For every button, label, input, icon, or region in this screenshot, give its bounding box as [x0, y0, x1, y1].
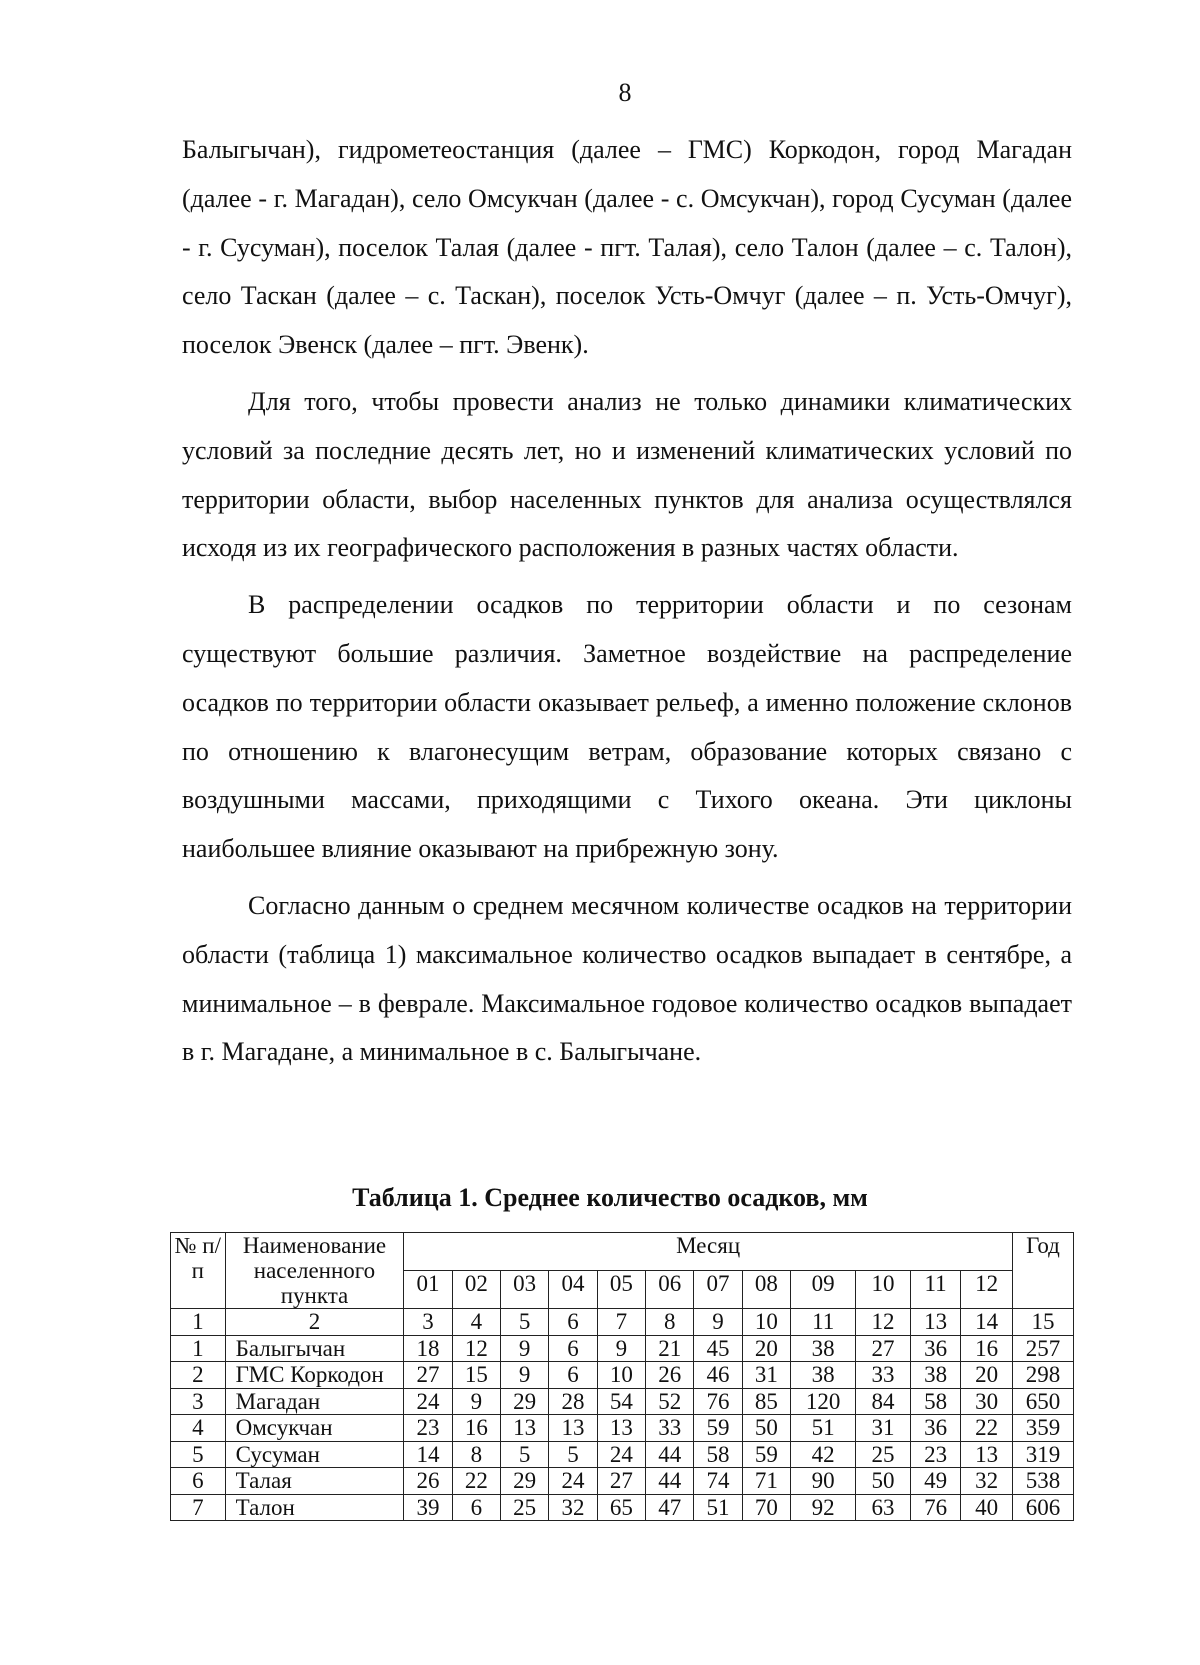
precipitation-value-cell: 92 [791, 1494, 856, 1521]
precipitation-value-cell: 84 [856, 1388, 911, 1415]
precipitation-value-cell: 9 [597, 1335, 645, 1362]
precipitation-value-cell: 14 [404, 1441, 452, 1468]
annual-total-cell: 650 [1012, 1388, 1073, 1415]
header-month-09: 09 [791, 1271, 856, 1309]
precipitation-value-cell: 70 [742, 1494, 790, 1521]
precipitation-value-cell: 6 [549, 1335, 597, 1362]
precipitation-value-cell: 85 [742, 1388, 790, 1415]
precipitation-value-cell: 44 [646, 1441, 694, 1468]
precipitation-value-cell: 25 [501, 1494, 549, 1521]
annual-total-cell: 538 [1012, 1468, 1073, 1495]
precipitation-value-cell: 38 [791, 1362, 856, 1389]
precipitation-value-cell: 51 [694, 1494, 742, 1521]
header-num: № п/п [171, 1233, 226, 1309]
table-row [171, 1494, 1074, 1521]
table-row [171, 1441, 1074, 1468]
precipitation-value-cell: 27 [597, 1468, 645, 1495]
precipitation-value-cell: 22 [452, 1468, 500, 1495]
header-month-03: 03 [501, 1271, 549, 1309]
column-number-cell: 12 [856, 1309, 911, 1336]
annual-total-cell: 606 [1012, 1494, 1073, 1521]
column-number-cell: 11 [791, 1309, 856, 1336]
precipitation-value-cell: 50 [856, 1468, 911, 1495]
header-month: Месяц [404, 1233, 1013, 1271]
annual-total-cell: 359 [1012, 1415, 1073, 1442]
precipitation-value-cell: 5 [501, 1441, 549, 1468]
table-row [171, 1388, 1074, 1415]
column-number-cell: 6 [549, 1309, 597, 1336]
paragraph-table-summary: Согласно данным о среднем месячном количестве осадков на территории области (таблица 1) максимальное количество осадков выпадает в сентябре, а минимальное – в феврале. Максимальное годовое количество осадков выпадает в г. Магадане, а минимальное в с. Балыгычане. [182, 890, 1072, 1067]
row-number-cell: 6 [171, 1468, 226, 1495]
column-number-cell: 1 [171, 1309, 226, 1336]
precipitation-value-cell: 76 [694, 1388, 742, 1415]
header-month-01: 01 [404, 1271, 452, 1309]
header-settlement-name: Наименование населенного пункта [225, 1233, 404, 1309]
precipitation-value-cell: 44 [646, 1468, 694, 1495]
settlement-name-cell: Омсукчан [225, 1415, 404, 1442]
header-month-02: 02 [452, 1271, 500, 1309]
column-number-cell: 14 [961, 1309, 1013, 1336]
table-row [171, 1468, 1074, 1495]
precipitation-value-cell: 6 [452, 1494, 500, 1521]
precipitation-value-cell: 21 [646, 1335, 694, 1362]
table-header-row [171, 1233, 1074, 1271]
column-number-cell: 13 [910, 1309, 960, 1336]
row-number-cell: 1 [171, 1335, 226, 1362]
precipitation-value-cell: 23 [910, 1441, 960, 1468]
body-text [182, 126, 1072, 1077]
column-number-cell: 9 [694, 1309, 742, 1336]
precipitation-value-cell: 58 [694, 1441, 742, 1468]
precipitation-value-cell: 20 [742, 1335, 790, 1362]
precipitation-value-cell: 71 [742, 1468, 790, 1495]
header-month-05: 05 [597, 1271, 645, 1309]
column-number-cell: 10 [742, 1309, 790, 1336]
header-month-04: 04 [549, 1271, 597, 1309]
precipitation-value-cell: 13 [501, 1415, 549, 1442]
precipitation-value-cell: 24 [404, 1388, 452, 1415]
precipitation-value-cell: 76 [910, 1494, 960, 1521]
precipitation-value-cell: 120 [791, 1388, 856, 1415]
settlement-name-cell: Сусуман [225, 1441, 404, 1468]
precipitation-value-cell: 25 [856, 1441, 911, 1468]
settlement-name-cell: ГМС Коркодон [225, 1362, 404, 1389]
precipitation-value-cell: 90 [791, 1468, 856, 1495]
column-number-cell: 5 [501, 1309, 549, 1336]
precipitation-value-cell: 24 [549, 1468, 597, 1495]
precipitation-value-cell: 18 [404, 1335, 452, 1362]
precipitation-value-cell: 8 [452, 1441, 500, 1468]
precipitation-value-cell: 28 [549, 1388, 597, 1415]
precipitation-value-cell: 31 [856, 1415, 911, 1442]
header-month-07: 07 [694, 1271, 742, 1309]
table-column-number-row [171, 1309, 1074, 1336]
precipitation-value-cell: 74 [694, 1468, 742, 1495]
precipitation-value-cell: 59 [694, 1415, 742, 1442]
precipitation-value-cell: 29 [501, 1468, 549, 1495]
settlement-name-cell: Магадан [225, 1388, 404, 1415]
header-month-10: 10 [856, 1271, 911, 1309]
precipitation-value-cell: 23 [404, 1415, 452, 1442]
precipitation-value-cell: 49 [910, 1468, 960, 1495]
table-body [171, 1309, 1074, 1521]
precipitation-value-cell: 13 [961, 1441, 1013, 1468]
precipitation-value-cell: 9 [501, 1362, 549, 1389]
precipitation-value-cell: 31 [742, 1362, 790, 1389]
precipitation-value-cell: 38 [910, 1362, 960, 1389]
settlement-name-cell: Балыгычан [225, 1335, 404, 1362]
precipitation-value-cell: 12 [452, 1335, 500, 1362]
precipitation-value-cell: 9 [452, 1388, 500, 1415]
paragraph-selection-rationale: Для того, чтобы провести анализ не только динамики климатических условий за последние десять лет, но и изменений климатических условий по территории области, выбор населенных пунктов для анализа осуществлялся исходя из их географического расположения в разных частях области. [182, 386, 1072, 563]
row-number-cell: 2 [171, 1362, 226, 1389]
paragraph-precipitation-distribution: В распределении осадков по территории области и по сезонам существуют большие различия. Заметное воздействие на распределение осадков по территории области оказывает рельеф, а именно положение склонов по отношению к влагонесущим ветрам, образование которых связано с воздушными массами, приходящими с Тихого океана. Эти циклоны наибольшее влияние оказывают на прибрежную зону. [182, 590, 1072, 864]
precipitation-value-cell: 29 [501, 1388, 549, 1415]
precipitation-value-cell: 38 [791, 1335, 856, 1362]
precipitation-value-cell: 65 [597, 1494, 645, 1521]
precipitation-table [170, 1232, 1074, 1521]
precipitation-value-cell: 50 [742, 1415, 790, 1442]
precipitation-value-cell: 10 [597, 1362, 645, 1389]
row-number-cell: 4 [171, 1415, 226, 1442]
precipitation-value-cell: 46 [694, 1362, 742, 1389]
precipitation-value-cell: 32 [961, 1468, 1013, 1495]
precipitation-value-cell: 59 [742, 1441, 790, 1468]
paragraph-settlements-continued: Балыгычан), гидрометеостанция (далее – ГМС) Коркодон, город Магадан (далее - г. Магадан), село Омсукчан (далее - с. Омсукчан), город Сусуман (далее - г. Сусуман), поселок Талая (далее - пгт. Талая), село Талон (далее – с. Талон), село Таскан (далее – с. Таскан), поселок Усть-Омчуг (далее – п. Усть-Омчуг), поселок Эвенск (далее – пгт. Эвенк). [182, 135, 1072, 360]
precipitation-value-cell: 36 [910, 1415, 960, 1442]
precipitation-value-cell: 22 [961, 1415, 1013, 1442]
header-month-06: 06 [646, 1271, 694, 1309]
annual-total-cell: 257 [1012, 1335, 1073, 1362]
precipitation-value-cell: 30 [961, 1388, 1013, 1415]
page-number: 8 [618, 78, 632, 107]
precipitation-value-cell: 26 [404, 1468, 452, 1495]
precipitation-value-cell: 24 [597, 1441, 645, 1468]
precipitation-value-cell: 16 [961, 1335, 1013, 1362]
precipitation-value-cell: 32 [549, 1494, 597, 1521]
precipitation-value-cell: 42 [791, 1441, 856, 1468]
settlement-name-cell: Талая [225, 1468, 404, 1495]
table-caption: Таблица 1. Среднее количество осадков, мм [352, 1183, 868, 1212]
precipitation-value-cell: 51 [791, 1415, 856, 1442]
precipitation-value-cell: 13 [597, 1415, 645, 1442]
table-row [171, 1415, 1074, 1442]
column-number-cell: 2 [225, 1309, 404, 1336]
column-number-cell: 4 [452, 1309, 500, 1336]
precipitation-value-cell: 9 [501, 1335, 549, 1362]
precipitation-value-cell: 45 [694, 1335, 742, 1362]
header-month-08: 08 [742, 1271, 790, 1309]
annual-total-cell: 319 [1012, 1441, 1073, 1468]
column-number-cell: 3 [404, 1309, 452, 1336]
precipitation-value-cell: 27 [856, 1335, 911, 1362]
header-month-12: 12 [961, 1271, 1013, 1309]
header-year: Год [1012, 1233, 1073, 1309]
precipitation-value-cell: 20 [961, 1362, 1013, 1389]
column-number-cell: 15 [1012, 1309, 1073, 1336]
precipitation-value-cell: 15 [452, 1362, 500, 1389]
precipitation-value-cell: 54 [597, 1388, 645, 1415]
precipitation-value-cell: 39 [404, 1494, 452, 1521]
precipitation-value-cell: 36 [910, 1335, 960, 1362]
precipitation-value-cell: 13 [549, 1415, 597, 1442]
precipitation-value-cell: 40 [961, 1494, 1013, 1521]
precipitation-value-cell: 27 [404, 1362, 452, 1389]
table-row [171, 1335, 1074, 1362]
annual-total-cell: 298 [1012, 1362, 1073, 1389]
header-month-11: 11 [910, 1271, 960, 1309]
row-number-cell: 3 [171, 1388, 226, 1415]
row-number-cell: 7 [171, 1494, 226, 1521]
precipitation-value-cell: 6 [549, 1362, 597, 1389]
precipitation-value-cell: 26 [646, 1362, 694, 1389]
precipitation-value-cell: 33 [646, 1415, 694, 1442]
column-number-cell: 8 [646, 1309, 694, 1336]
precipitation-value-cell: 63 [856, 1494, 911, 1521]
settlement-name-cell: Талон [225, 1494, 404, 1521]
table-row [171, 1362, 1074, 1389]
row-number-cell: 5 [171, 1441, 226, 1468]
precipitation-value-cell: 5 [549, 1441, 597, 1468]
precipitation-value-cell: 58 [910, 1388, 960, 1415]
precipitation-value-cell: 47 [646, 1494, 694, 1521]
precipitation-value-cell: 33 [856, 1362, 911, 1389]
precipitation-value-cell: 16 [452, 1415, 500, 1442]
precipitation-value-cell: 52 [646, 1388, 694, 1415]
column-number-cell: 7 [597, 1309, 645, 1336]
